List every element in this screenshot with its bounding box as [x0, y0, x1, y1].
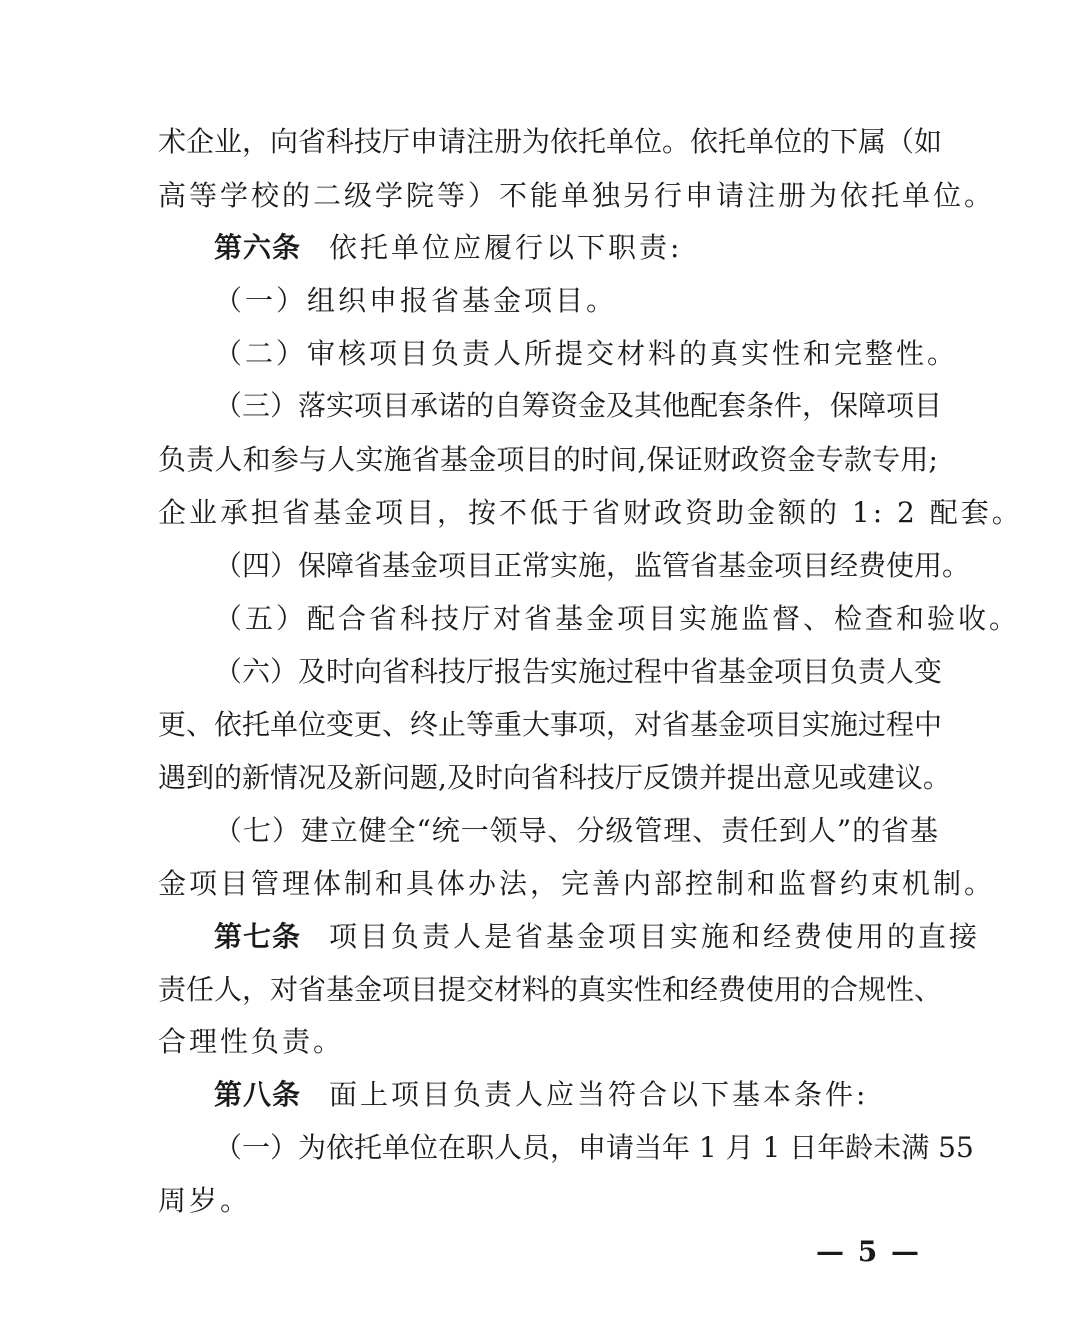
condition-item-1: （一）为依托单位在职人员，申请当年 1 月 1 日年龄未满 55 [214, 1131, 974, 1164]
article-7 [214, 917, 981, 957]
article-6 [214, 228, 938, 268]
article-8 [214, 1075, 938, 1115]
article-6-heading: 第六条 [214, 231, 302, 264]
duty-item-2: （二）审核项目负责人所提交材料的真实性和完整性。 [214, 337, 959, 370]
duty-item-3-cont-1: 负责人和参与人实施省基金项目的时间,保证财政资金专款专用; [158, 443, 938, 476]
duty-item-6-cont-2: 遇到的新情况及新问题,及时向省科技厅反馈并提出意见或建议。 [158, 761, 951, 794]
duty-item-6: （六）及时向省科技厅报告实施过程中省基金项目负责人变 [214, 655, 943, 688]
article-8-text: 面上项目负责人应当符合以下基本条件: [329, 1078, 869, 1111]
article-8-heading: 第八条 [214, 1078, 302, 1111]
duty-item-5: （五）配合省科技厅对省基金项目实施监督、检查和验收。 [214, 602, 1021, 635]
text-line-1: 术企业，向省科技厅申请注册为依托单位。依托单位的下属（如 [158, 125, 943, 158]
duty-item-4: （四）保障省基金项目正常实施，监管省基金项目经费使用。 [214, 549, 971, 582]
condition-item-1-cont: 周岁。 [158, 1184, 252, 1217]
text-line-2: 高等学校的二级学院等）不能单独另行申请注册为依托单位。 [158, 179, 996, 212]
page-number: — 5 — [816, 1235, 921, 1268]
duty-item-3-cont-2: 企业承担省基金项目，按不低于省财政资助金额的 1: 2 配套。 [158, 496, 1023, 529]
article-7-text: 项目负责人是省基金项目实施和经费使用的直接 [329, 920, 981, 953]
duty-item-3: （三）落实项目承诺的自筹资金及其他配套条件，保障项目 [214, 389, 943, 422]
duty-item-6-cont-1: 更、依托单位变更、终止等重大事项，对省基金项目实施过程中 [158, 708, 943, 741]
duty-item-7: （七）建立健全“统一领导、分级管理、责任到人”的省基 [214, 814, 938, 847]
duty-item-1: （一）组织申报省基金项目。 [214, 284, 618, 317]
article-7-cont-2: 合理性负责。 [158, 1025, 345, 1058]
article-7-cont-1: 责任人，对省基金项目提交材料的真实性和经费使用的合规性、 [158, 973, 943, 1006]
article-6-text: 依托单位应履行以下职责: [329, 231, 683, 264]
article-7-heading: 第七条 [214, 920, 302, 953]
duty-item-7-cont: 金项目管理体制和具体办法，完善内部控制和监督约束机制。 [158, 867, 996, 900]
